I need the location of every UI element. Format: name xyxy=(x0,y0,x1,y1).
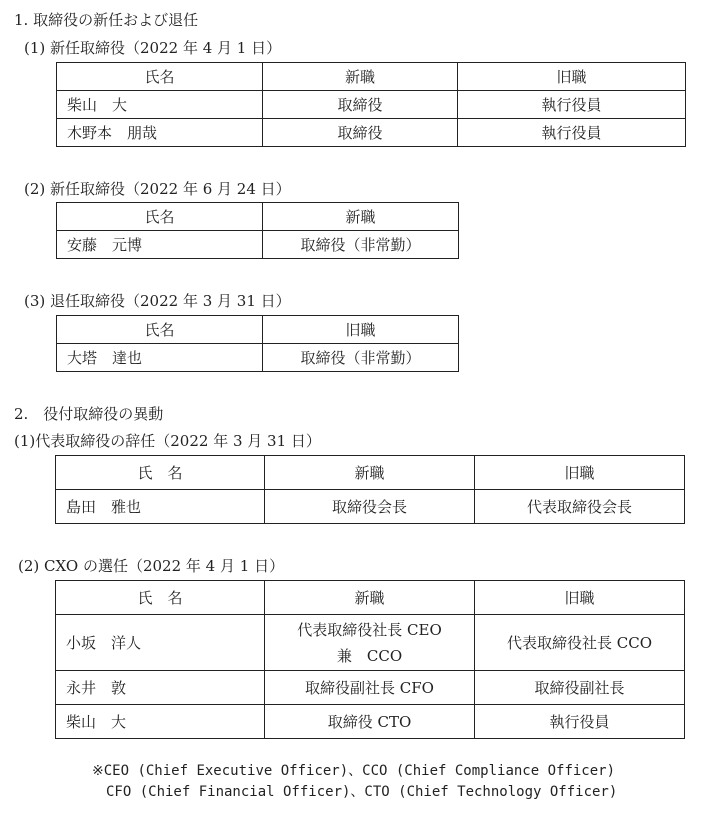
col-header-name: 氏名 xyxy=(57,203,263,231)
cell-old-post: 執行役員 xyxy=(475,705,685,739)
col-header-name: 氏名 xyxy=(57,316,263,344)
col-header-name: 氏名 xyxy=(57,63,263,91)
col-header-old-post: 旧職 xyxy=(458,63,686,91)
col-header-new-post: 新職 xyxy=(265,581,475,615)
table-row xyxy=(57,344,459,372)
col-header-old-post: 旧職 xyxy=(263,316,459,344)
section2-heading: 2. 役付取締役の異動 xyxy=(14,405,164,423)
new-directors-june-table xyxy=(56,202,459,259)
cell-old-post: 取締役（非常勤） xyxy=(263,344,459,372)
cell-old-post: 執行役員 xyxy=(458,119,686,147)
cell-name: 小坂 洋人 xyxy=(56,615,265,671)
table-row xyxy=(56,490,685,524)
table-header-row xyxy=(56,456,685,490)
cell-name: 柴山 大 xyxy=(56,705,265,739)
table-row xyxy=(57,119,686,147)
cell-new-post: 取締役 xyxy=(263,119,458,147)
new-directors-table xyxy=(56,62,686,147)
retiring-directors-table xyxy=(56,315,459,372)
col-header-old-post: 旧職 xyxy=(475,581,685,615)
col-header-name: 氏 名 xyxy=(56,456,265,490)
col-header-new-post: 新職 xyxy=(265,456,475,490)
cell-new-post: 取締役 CTO xyxy=(265,705,475,739)
cell-new-post: 取締役（非常勤） xyxy=(263,231,459,259)
col-header-new-post: 新職 xyxy=(263,63,458,91)
sub3-heading: (3) 退任取締役（2022 年 3 月 31 日） xyxy=(24,292,291,310)
col-header-new-post: 新職 xyxy=(263,203,459,231)
col-header-name: 氏 名 xyxy=(56,581,265,615)
cell-name: 木野本 朋哉 xyxy=(57,119,263,147)
new-post-line1: 代表取締役社長 CEO xyxy=(297,620,442,639)
cell-old-post: 代表取締役社長 CCO xyxy=(475,615,685,671)
footnote-line1: ※CEO (Chief Executive Officer)、CCO (Chief Compliance Officer) xyxy=(92,763,616,779)
cell-new-post: 取締役会長 xyxy=(265,490,475,524)
table-header-row xyxy=(57,63,686,91)
cell-name: 安藤 元博 xyxy=(57,231,263,259)
table-row xyxy=(56,705,685,739)
cxo-appointment-table xyxy=(55,580,685,739)
cell-name: 大塔 達也 xyxy=(57,344,263,372)
table-row xyxy=(57,91,686,119)
table-header-row xyxy=(56,581,685,615)
cell-new-post: 取締役 xyxy=(263,91,458,119)
table-row xyxy=(56,615,685,671)
cell-name: 島田 雅也 xyxy=(56,490,265,524)
sub4-heading: (1)代表取締役の辞任（2022 年 3 月 31 日） xyxy=(14,432,321,450)
table-header-row xyxy=(57,316,459,344)
table-header-row xyxy=(57,203,459,231)
section1-heading: 1. 取締役の新任および退任 xyxy=(14,11,199,29)
representative-resignation-table xyxy=(55,455,685,524)
cell-old-post: 代表取締役会長 xyxy=(475,490,685,524)
cell-old-post: 執行役員 xyxy=(458,91,686,119)
cell-new-post: 取締役副社長 CFO xyxy=(265,671,475,705)
cell-new-post xyxy=(265,615,475,671)
cell-name: 永井 敦 xyxy=(56,671,265,705)
col-header-old-post: 旧職 xyxy=(475,456,685,490)
cell-name: 柴山 大 xyxy=(57,91,263,119)
sub1-heading: (1) 新任取締役（2022 年 4 月 1 日） xyxy=(24,39,282,57)
table-row xyxy=(56,671,685,705)
footnote-line2: CFO (Chief Financial Officer)、CTO (Chief Technology Officer) xyxy=(106,784,618,800)
sub5-heading: (2) CXO の選任（2022 年 4 月 1 日） xyxy=(18,557,285,575)
cell-old-post: 取締役副社長 xyxy=(475,671,685,705)
sub2-heading: (2) 新任取締役（2022 年 6 月 24 日） xyxy=(24,180,291,198)
new-post-line2: 兼 CCO xyxy=(336,646,403,665)
table-row xyxy=(57,231,459,259)
